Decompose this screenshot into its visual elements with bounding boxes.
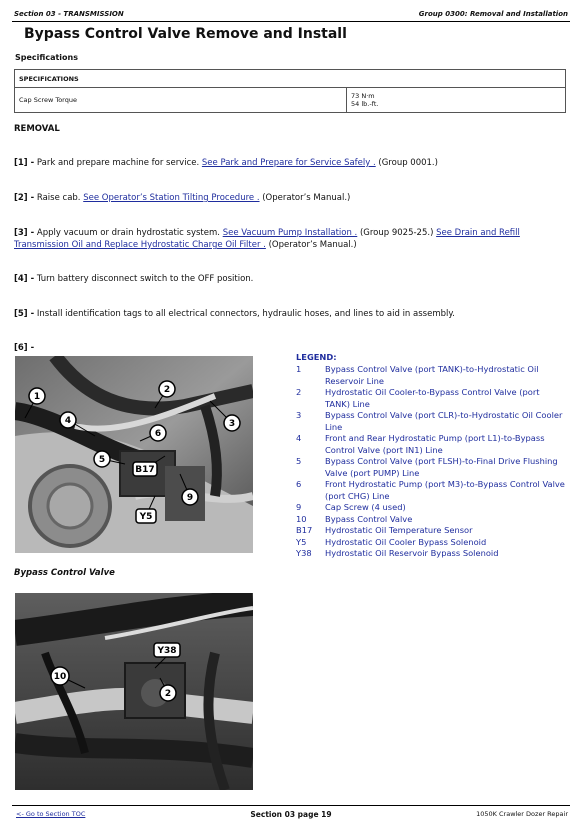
callout-6: 6 [154, 429, 162, 439]
spec-value [347, 88, 566, 113]
legend-item [296, 410, 566, 433]
section-toc-link[interactable]: <- Go to Section TOC [16, 810, 86, 818]
legend-item-number: 6 [296, 479, 302, 489]
step-number: [6] - [14, 343, 35, 353]
legend-item [296, 479, 566, 502]
callout-10: 10 [53, 672, 67, 682]
step-number: [3] - [14, 228, 35, 238]
step-2 [14, 192, 554, 204]
legend-item-number: 5 [296, 456, 302, 466]
legend-item-number: Y38 [296, 548, 312, 558]
callout-b17: B17 [135, 465, 155, 475]
vacuum-pump-link[interactable]: See Vacuum Pump Installation . [222, 228, 358, 238]
bypass-control-valve-photo [15, 593, 253, 790]
park-safely-link[interactable]: See Park and Prepare for Service Safely . [201, 158, 376, 168]
page-title: Bypass Control Valve Remove and Install [24, 26, 347, 42]
legend-item-number: 2 [296, 387, 302, 397]
legend-item [296, 387, 566, 410]
legend-item-text: Bypass Control Valve [325, 513, 413, 524]
legend-item-text: Hydrostatic Oil Temperature Sensor [325, 525, 473, 535]
callout-y38: Y38 [157, 646, 177, 656]
step-number: [2] - [14, 193, 35, 203]
callout-2: 2 [163, 385, 171, 395]
step-5 [14, 308, 554, 320]
legend-item-text: Front and Rear Hydrostatic Pump (port L1)-to-Bypass Control Valve (port IN1) Line [325, 433, 545, 455]
legend-item [296, 502, 566, 514]
legend-item-number: 1 [296, 364, 302, 374]
specifications-heading: Specifications [15, 53, 78, 62]
cab-tilting-link[interactable]: See Operator’s Station Tilting Procedure . [83, 193, 260, 203]
header-divider [12, 21, 570, 22]
spec-value-imperial: 54 lb.-ft. [351, 100, 379, 108]
legend-title: LEGEND: [296, 352, 337, 362]
legend-item-text: Hydrostatic Oil Cooler-to-Bypass Control Valve (port TANK) Line [325, 387, 540, 409]
step-text: Apply vacuum or drain hydrostatic system. [34, 228, 223, 238]
section-header: Section 03 - TRANSMISSION [14, 10, 124, 18]
table-row [15, 88, 566, 113]
manual-title: 1050K Crawler Dozer Repair [476, 810, 568, 818]
legend-item-text: Bypass Control Valve (port TANK)-to-Hydrostatic Oil Reservoir Line [325, 364, 539, 386]
step-number: [5] - [14, 309, 35, 319]
spec-table-header: SPECIFICATIONS [15, 70, 566, 88]
step-number: [4] - [14, 274, 35, 284]
step-ref: (Group 9025-25.) [357, 228, 437, 238]
page-number: Section 03 page 19 [250, 810, 332, 819]
legend-item [296, 364, 566, 387]
legend-item [296, 433, 566, 456]
specifications-table [14, 69, 566, 113]
step-1 [14, 157, 554, 169]
legend-item-text: Cap Screw (4 used) [325, 502, 406, 512]
legend-item [296, 456, 566, 479]
step-text: Raise cab. [34, 193, 84, 203]
drain-refill-link[interactable]: See Drain and Refill Transmission Oil and Replace Hydrostatic Charge Oil Filter . [14, 228, 520, 250]
legend-item-number: 9 [296, 502, 302, 512]
callout-3: 3 [228, 419, 236, 429]
legend-item-number: 3 [296, 410, 302, 420]
spec-value-metric: 73 N·m [351, 92, 375, 100]
step-ref: (Operator’s Manual.) [265, 240, 357, 250]
legend-item-text: Hydrostatic Oil Cooler Bypass Solenoid [325, 536, 487, 547]
legend-item-number: B17 [296, 525, 313, 535]
step-ref: (Group 0001.) [375, 158, 438, 168]
callout-4: 4 [64, 416, 72, 426]
legend-item [296, 514, 566, 526]
callout-5: 5 [98, 455, 106, 465]
legend-item-text: Bypass Control Valve (port FLSH)-to-Final Drive Flushing Valve (port PUMP) Line [325, 456, 558, 478]
legend-item [296, 537, 566, 549]
legend [296, 352, 566, 560]
legend-item-number: 10 [296, 513, 307, 524]
step-text: Install identification tags to all electrical connectors, hydraulic hoses, and lines to aid in assembly. [34, 309, 455, 319]
legend-item-text: Bypass Control Valve (port CLR)-to-Hydrostatic Oil Cooler Line [325, 410, 563, 432]
step-number: [1] - [14, 158, 35, 168]
legend-item-text: Hydrostatic Oil Reservoir Bypass Solenoid [325, 548, 499, 558]
callout-y5: Y5 [139, 512, 153, 522]
valve-area-photo [15, 356, 253, 553]
step-ref: (Operator’s Manual.) [259, 193, 351, 203]
legend-item-number: Y5 [296, 536, 307, 547]
footer-divider [12, 805, 570, 806]
callout-2: 2 [164, 689, 172, 699]
callout-9: 9 [186, 493, 194, 503]
step-4 [14, 273, 554, 285]
step-3 [14, 227, 554, 251]
spec-label: Cap Screw Torque [15, 88, 347, 113]
legend-item-number: 4 [296, 433, 302, 443]
legend-item [296, 548, 566, 560]
callout-1: 1 [33, 392, 41, 402]
step-text: Park and prepare machine for service. [34, 158, 202, 168]
legend-item [296, 525, 566, 537]
removal-heading: REMOVAL [14, 124, 60, 134]
photo-caption: Bypass Control Valve [14, 568, 115, 578]
group-header: Group 0300: Removal and Installation [418, 10, 568, 18]
step-text: Turn battery disconnect switch to the OFF position. [34, 274, 254, 284]
legend-item-text: Front Hydrostatic Pump (port M3)-to-Bypass Control Valve (port CHG) Line [325, 479, 565, 501]
